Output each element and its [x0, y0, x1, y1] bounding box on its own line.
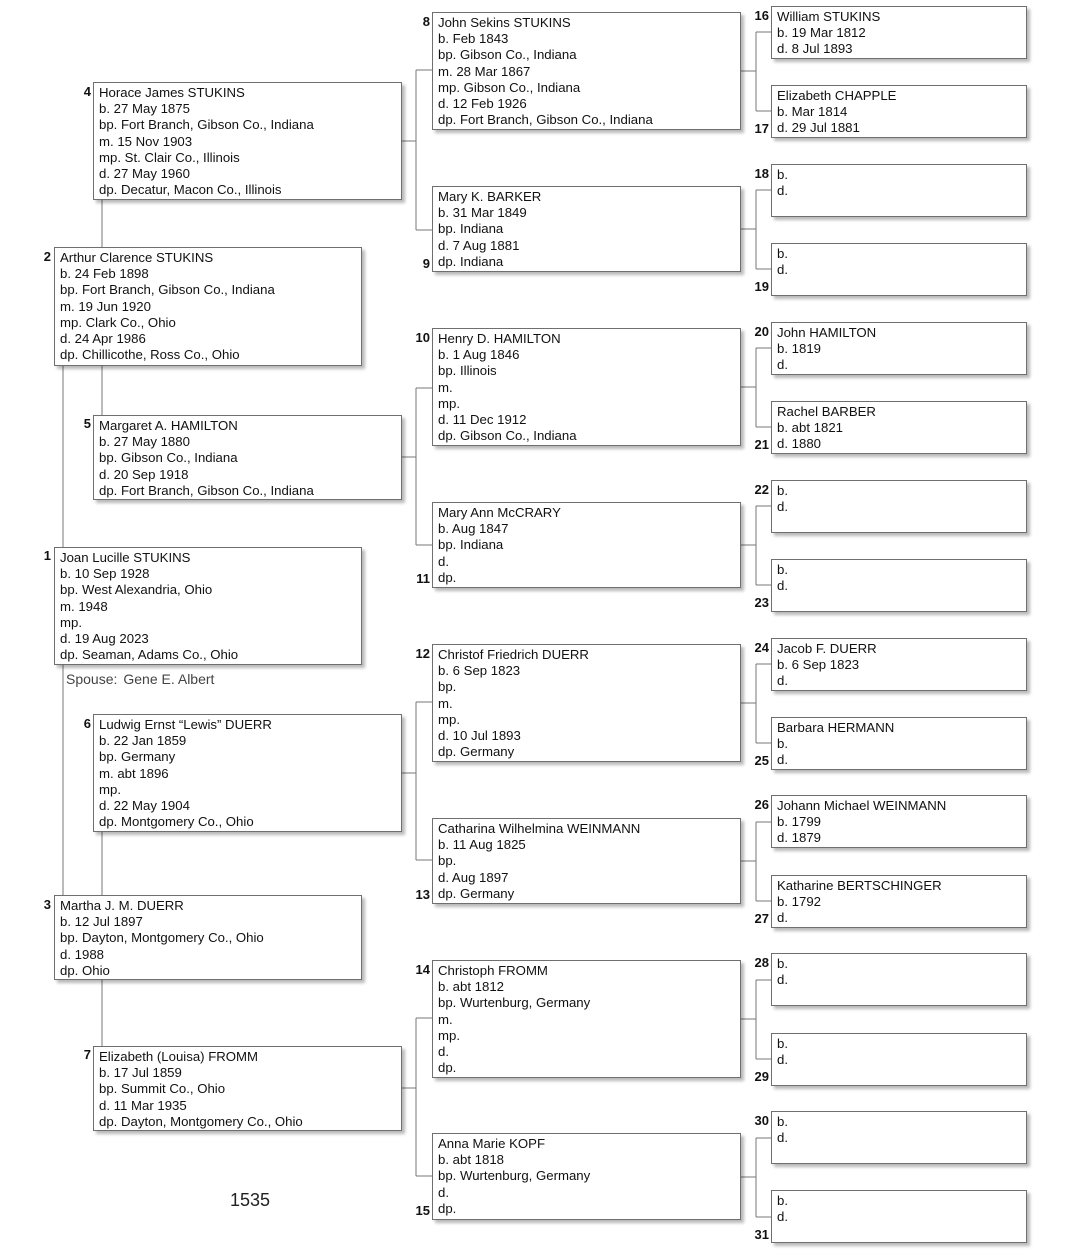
person-name: Anna Marie KOPF: [438, 1136, 546, 1151]
birth-place: bp. Indiana: [438, 537, 504, 553]
birth-date: b. 27 May 1880: [99, 434, 190, 450]
marriage-date: m.: [438, 1011, 453, 1027]
person-name: Joan Lucille STUKINS: [60, 550, 191, 565]
death-date: d. 19 Aug 2023: [60, 631, 149, 647]
connector-10: [741, 348, 771, 427]
person-name: Barbara HERMANN: [777, 720, 895, 735]
person-box-23: [771, 559, 1027, 612]
death-date: d.: [438, 1044, 449, 1060]
ancestor-number: 15: [415, 1203, 430, 1218]
person-box-14: [432, 960, 741, 1078]
connector-13: [741, 822, 771, 901]
marriage-date: m. abt 1896: [99, 765, 169, 781]
marriage-place: mp. Clark Co., Ohio: [60, 314, 176, 330]
death-date: d.: [777, 1209, 788, 1225]
person-box-17: [771, 85, 1027, 138]
ancestor-number: 31: [754, 1227, 769, 1242]
person-name: Johann Michael WEINMANN: [777, 798, 947, 813]
birth-date: b. 31 Mar 1849: [438, 205, 527, 221]
connector-5: [402, 388, 432, 545]
ancestor-number: 17: [754, 121, 769, 136]
death-date: d.: [438, 553, 449, 569]
marriage-place: mp.: [438, 1027, 460, 1043]
person-box-6: [93, 714, 402, 832]
death-date: d. 1988: [60, 946, 104, 962]
birth-date: b.: [777, 246, 788, 261]
person-name: Horace James STUKINS: [99, 85, 245, 100]
person-name: William STUKINS: [777, 9, 881, 24]
birth-date: b. 6 Sep 1823: [777, 657, 860, 673]
birth-date: b.: [777, 562, 788, 577]
person-box-4: [93, 82, 402, 200]
birth-date: b.: [777, 483, 788, 498]
ancestor-number: 13: [415, 887, 430, 902]
ancestor-number: 4: [83, 84, 91, 99]
death-date: d.: [777, 972, 788, 988]
person-box-30: [771, 1111, 1027, 1164]
person-name: Christoph FROMM: [438, 963, 548, 978]
birth-date: b. abt 1821: [777, 420, 843, 436]
person-name: Christof Friedrich DUERR: [438, 647, 589, 662]
death-date: d. 1879: [777, 830, 821, 846]
birth-place: bp. Fort Branch, Gibson Co., Indiana: [60, 282, 275, 298]
birth-date: b. 11 Aug 1825: [438, 837, 526, 853]
ancestor-number: 23: [754, 595, 769, 610]
ancestor-number: 27: [754, 911, 769, 926]
death-place: dp. Gibson Co., Indiana: [438, 428, 577, 444]
birth-date: b. 1 Aug 1846: [438, 347, 520, 363]
birth-date: b. abt 1812: [438, 979, 504, 995]
birth-date: b. 24 Feb 1898: [60, 266, 149, 282]
ancestor-number: 9: [422, 256, 430, 271]
death-date: d. 10 Jul 1893: [438, 728, 521, 744]
birth-date: b. 27 May 1875: [99, 101, 190, 117]
connector-6: [402, 702, 432, 860]
person-box-8: [432, 12, 741, 130]
marriage-place: mp.: [438, 395, 460, 411]
person-name: Ludwig Ernst “Lewis” DUERR: [99, 717, 272, 732]
person-name: Elizabeth (Louisa) FROMM: [99, 1049, 259, 1064]
birth-date: b. 22 Jan 1859: [99, 733, 187, 749]
birth-place: bp. Germany: [99, 749, 176, 765]
birth-date: b. Mar 1814: [777, 104, 848, 120]
birth-place: bp. Fort Branch, Gibson Co., Indiana: [99, 117, 314, 133]
ancestor-number: 2: [43, 249, 51, 264]
marriage-place: mp.: [60, 614, 82, 630]
death-place: dp. Indiana: [438, 253, 504, 269]
person-box-13: [432, 818, 741, 904]
marriage-date: m.: [438, 379, 453, 395]
death-date: d. 24 Apr 1986: [60, 331, 146, 347]
ancestor-number: 26: [754, 797, 769, 812]
person-name: Henry D. HAMILTON: [438, 331, 561, 346]
person-box-9: [432, 186, 741, 272]
birth-date: b. 1819: [777, 341, 821, 357]
person-box-16: [771, 6, 1027, 59]
death-place: dp. Dayton, Montgomery Co., Ohio: [99, 1113, 303, 1129]
birth-date: b. 19 Mar 1812: [777, 25, 866, 41]
person-box-5: [93, 415, 402, 500]
ancestor-number: 25: [754, 753, 769, 768]
death-place: dp. Germany: [438, 744, 515, 760]
person-box-11: [432, 502, 741, 588]
death-date: d. 11 Dec 1912: [438, 412, 527, 428]
person-box-1: [54, 547, 362, 665]
birth-place: bp.: [438, 853, 457, 869]
birth-date: b. 1792: [777, 894, 821, 910]
birth-date: b.: [777, 736, 788, 752]
death-date: d.: [777, 499, 788, 515]
birth-date: b. 17 Jul 1859: [99, 1065, 182, 1081]
ancestor-number: 14: [415, 962, 430, 977]
birth-date: b. 10 Sep 1928: [60, 566, 150, 582]
death-place: dp. Fort Branch, Gibson Co., Indiana: [438, 112, 653, 128]
ancestor-number: 1: [43, 548, 51, 563]
birth-date: b.: [777, 1036, 788, 1051]
ancestor-number: 19: [754, 279, 769, 294]
person-name: Arthur Clarence STUKINS: [60, 250, 214, 265]
death-date: d. 7 Aug 1881: [438, 237, 520, 253]
person-name: Mary Ann McCRARY: [438, 505, 561, 520]
connector-11: [741, 506, 771, 585]
ancestor-number: 20: [754, 324, 769, 339]
ancestor-number: 16: [754, 8, 769, 23]
ancestor-number: 10: [415, 330, 430, 345]
connector-14: [741, 980, 771, 1059]
death-date: d.: [777, 752, 788, 768]
birth-place: bp. Indiana: [438, 221, 504, 237]
person-box-31: [771, 1190, 1027, 1243]
death-place: dp. Fort Branch, Gibson Co., Indiana: [99, 482, 314, 498]
death-place: dp. Ohio: [60, 962, 110, 978]
death-date: d.: [777, 357, 788, 373]
marriage-date: m. 1948: [60, 598, 108, 614]
ancestor-number: 11: [416, 571, 430, 586]
marriage-date: m.: [438, 695, 453, 711]
birth-place: bp. Wurtenburg, Germany: [438, 1168, 591, 1184]
connector-9: [741, 190, 771, 269]
ancestor-number: 7: [83, 1047, 91, 1062]
person-box-3: [54, 895, 362, 980]
spouse-label: Spouse:: [66, 671, 118, 687]
death-date: d. 22 May 1904: [99, 798, 190, 814]
marriage-place: mp.: [99, 781, 121, 797]
ancestor-number: 6: [83, 716, 91, 731]
death-date: d.: [777, 578, 788, 594]
person-name: Mary K. BARKER: [438, 189, 542, 204]
ancestor-number: 12: [415, 646, 430, 661]
birth-date: b. 6 Sep 1823: [438, 663, 521, 679]
death-date: d. Aug 1897: [438, 869, 509, 885]
ancestor-number: 24: [754, 640, 769, 655]
death-date: d. 8 Jul 1893: [777, 41, 853, 57]
person-box-27: [771, 875, 1027, 928]
birth-date: b. abt 1818: [438, 1152, 504, 1168]
person-box-15: [432, 1133, 741, 1220]
birth-date: b. Aug 1847: [438, 521, 509, 537]
person-name: Elizabeth CHAPPLE: [777, 88, 897, 103]
connector-12: [741, 664, 771, 743]
death-date: d.: [777, 183, 788, 199]
page-number: 1535: [230, 1190, 271, 1210]
birth-date: b. 12 Jul 1897: [60, 914, 143, 930]
person-name: Katharine BERTSCHINGER: [777, 878, 942, 893]
person-box-25: [771, 717, 1027, 770]
death-date: d. 27 May 1960: [99, 166, 190, 182]
person-name: Margaret A. HAMILTON: [99, 418, 238, 433]
ancestor-number: 18: [754, 166, 769, 181]
marriage-date: m. 28 Mar 1867: [438, 63, 531, 79]
person-box-29: [771, 1033, 1027, 1086]
person-box-22: [771, 480, 1027, 533]
person-box-21: [771, 401, 1027, 454]
person-name: John HAMILTON: [777, 325, 877, 340]
birth-date: b.: [777, 1114, 788, 1129]
person-name: Jacob F. DUERR: [777, 641, 877, 656]
birth-place: bp.: [438, 679, 457, 695]
ancestor-number: 29: [754, 1069, 769, 1084]
person-name: John Sekins STUKINS: [438, 15, 571, 30]
birth-date: b.: [777, 956, 788, 971]
birth-date: b. 1799: [777, 814, 821, 830]
ancestor-number: 22: [754, 482, 769, 497]
person-name: Catharina Wilhelmina WEINMANN: [438, 821, 641, 836]
person-name: Martha J. M. DUERR: [60, 898, 184, 913]
person-box-26: [771, 795, 1027, 848]
death-place: dp. Germany: [438, 885, 515, 901]
marriage-date: m. 19 Jun 1920: [60, 298, 151, 314]
spouse-name: Gene E. Albert: [123, 671, 215, 687]
death-date: d.: [777, 1130, 788, 1146]
death-date: d. 1880: [777, 436, 821, 452]
death-date: d.: [777, 262, 788, 278]
death-date: d.: [438, 1184, 449, 1200]
marriage-place: mp.: [438, 711, 460, 727]
ancestor-number: 3: [43, 897, 51, 912]
birth-place: bp. Wurtenburg, Germany: [438, 995, 591, 1011]
person-box-20: [771, 322, 1027, 375]
death-place: dp. Decatur, Macon Co., Illinois: [99, 182, 282, 198]
death-place: dp. Seaman, Adams Co., Ohio: [60, 647, 239, 663]
marriage-place: mp. St. Clair Co., Illinois: [99, 149, 240, 165]
death-place: dp.: [438, 569, 457, 585]
birth-place: bp. Gibson Co., Indiana: [99, 450, 238, 466]
ancestor-number: 30: [754, 1113, 769, 1128]
birth-place: bp. Gibson Co., Indiana: [438, 47, 577, 63]
person-box-18: [771, 164, 1027, 217]
person-box-24: [771, 638, 1027, 691]
ancestor-number: 21: [754, 437, 769, 452]
ancestor-number: 28: [754, 955, 769, 970]
person-box-2: [54, 247, 362, 366]
person-box-19: [771, 243, 1027, 296]
death-place: dp.: [438, 1060, 457, 1076]
birth-place: bp. Dayton, Montgomery Co., Ohio: [60, 930, 264, 946]
death-date: d. 11 Mar 1935: [99, 1097, 187, 1113]
connector-15: [741, 1138, 771, 1217]
death-date: d.: [777, 1052, 788, 1068]
birth-date: b. Feb 1843: [438, 31, 509, 47]
birth-date: b.: [777, 167, 788, 182]
birth-date: b.: [777, 1193, 788, 1208]
death-place: dp.: [438, 1200, 457, 1216]
person-name: Rachel BARBER: [777, 404, 876, 419]
connector-8: [741, 32, 771, 111]
death-place: dp. Montgomery Co., Ohio: [99, 814, 254, 830]
connector-4: [402, 70, 432, 230]
death-date: d.: [777, 673, 788, 689]
connector-7: [402, 1018, 432, 1176]
birth-place: bp. Illinois: [438, 363, 497, 379]
marriage-place: mp. Gibson Co., Indiana: [438, 79, 581, 95]
birth-place: bp. West Alexandria, Ohio: [60, 582, 213, 598]
person-box-7: [93, 1046, 402, 1131]
death-date: d.: [777, 910, 788, 926]
death-date: d. 20 Sep 1918: [99, 466, 189, 482]
ancestor-number: 8: [422, 14, 430, 29]
person-box-10: [432, 328, 741, 446]
birth-place: bp. Summit Co., Ohio: [99, 1081, 226, 1097]
person-box-28: [771, 953, 1027, 1006]
death-date: d. 12 Feb 1926: [438, 96, 527, 112]
death-date: d. 29 Jul 1881: [777, 120, 860, 136]
ancestor-number: 5: [83, 416, 91, 431]
person-box-12: [432, 644, 741, 762]
marriage-date: m. 15 Nov 1903: [99, 133, 193, 149]
spouse-line: [66, 671, 214, 687]
death-place: dp. Chillicothe, Ross Co., Ohio: [60, 347, 240, 363]
